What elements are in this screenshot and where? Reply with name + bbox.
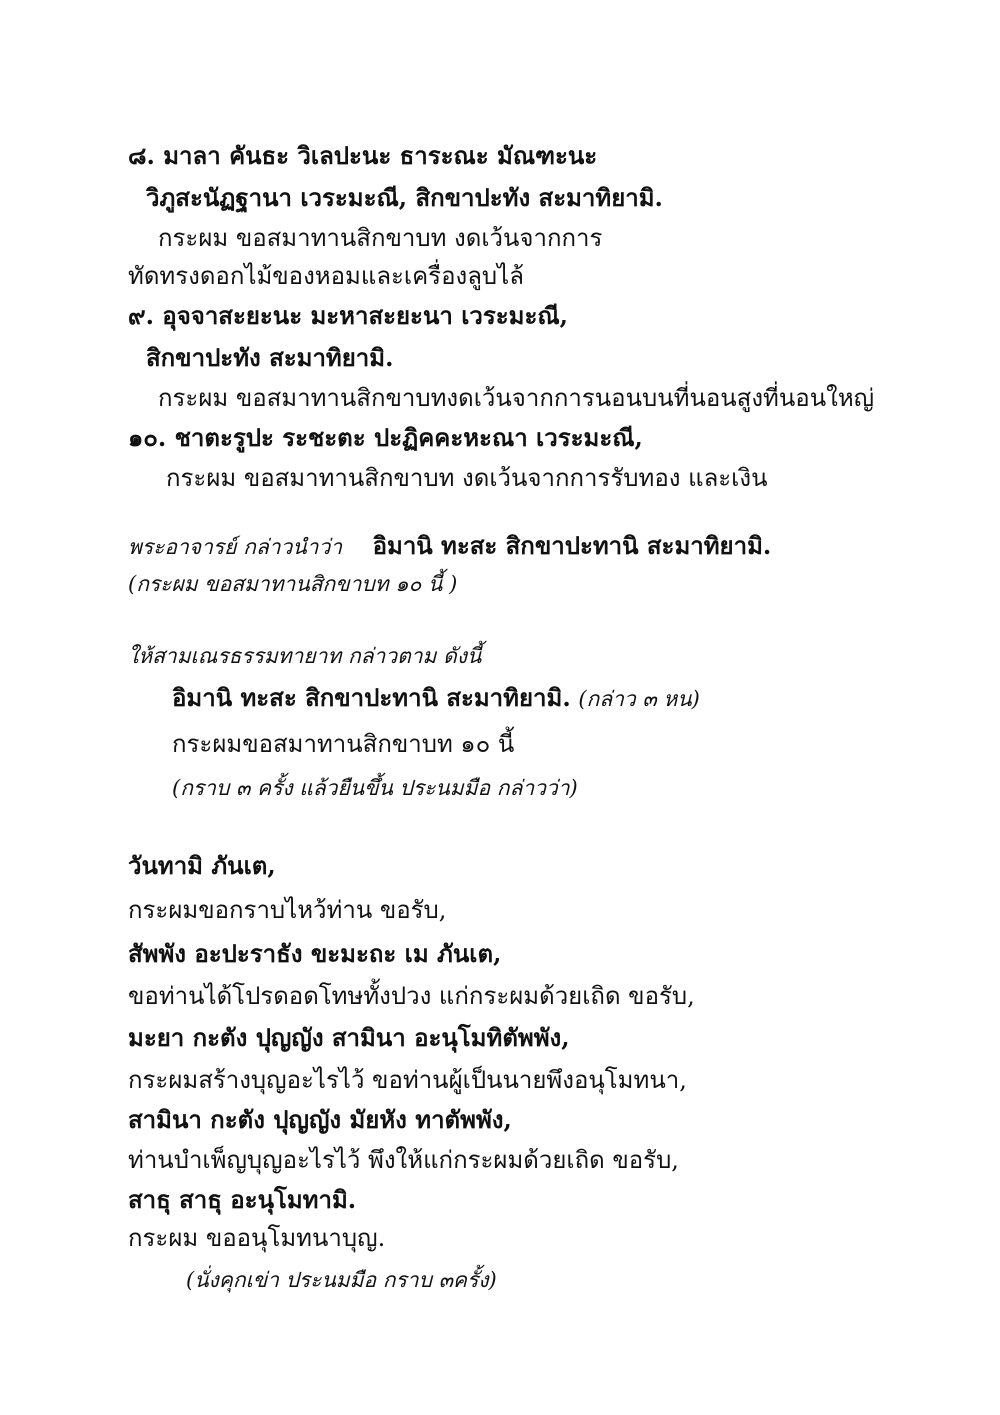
precept-8-line-2: วิภูสะนัฏฐานา เวระมะณี, สิกขาปะทัง สะมาทิยามิ. — [146, 183, 663, 212]
forgiveness-line-10: กระผม ขออนุโมทนาบุญ. — [128, 1224, 386, 1252]
novice-chant-translation: กระผมขอสมาทานสิกขาบท ๑๐ นี้ — [172, 730, 515, 758]
forgiveness-line-6: กระผมสร้างบุญอะไรไว้ ขอท่านผู้เป็นนายพึงอนุโมทนา, — [128, 1066, 687, 1094]
precept-9-line-2: สิกขาปะทัง สะมาทิยามิ. — [146, 343, 394, 372]
precept-9-translation: กระผม ขอสมาทานสิกขาบทงดเว้นจากการนอนบนที่นอนสูงที่นอนใหญ่ — [158, 384, 875, 412]
novice-instruction: (กราบ ๓ ครั้ง แล้วยืนขึ้น ประนมมือ กล่าวว่า) — [172, 776, 578, 800]
precept-10-line-1: ๑๐. ชาตะรูปะ ระชะตะ ปะฏิคคะหะณา เวระมะณี, — [128, 423, 643, 452]
precept-10-translation: กระผม ขอสมาทานสิกขาบท งดเว้นจากการรับทอง และเงิน — [166, 464, 768, 492]
forgiveness-line-1: วันทามิ ภันเต, — [128, 851, 276, 880]
forgiveness-line-9: สาธุ สาธุ อะนุโมทามิ. — [128, 1185, 357, 1214]
teacher-intro: พระอาจารย์ กล่าวนำว่า — [128, 535, 343, 559]
forgiveness-line-3: สัพพัง อะปะราธัง ขะมะถะ เม ภันเต, — [128, 939, 502, 968]
precept-8-translation-1: กระผม ขอสมาทานสิกขาบท งดเว้นจากการ — [158, 224, 603, 252]
novice-chant-line — [172, 682, 700, 715]
novice-chant-note: (กล่าว ๓ หน) — [578, 687, 700, 711]
forgiveness-line-8: ท่านบำเพ็ญบุญอะไรไว้ พึงให้แก่กระผมด้วยเถิด ขอรับ, — [128, 1146, 679, 1174]
novice-intro: ให้สามเณรธรรมทายาท กล่าวตาม ดังนี้ — [128, 644, 482, 668]
precept-9-line-1: ๙. อุจจาสะยะนะ มะหาสะยะนา เวระมะณี, — [128, 301, 568, 330]
forgiveness-line-2: กระผมขอกราบไหว้ท่าน ขอรับ, — [128, 896, 447, 924]
precept-8-line-1: ๘. มาลา คันธะ วิเลปะนะ ธาระณะ มัณฑะนะ — [128, 141, 598, 170]
forgiveness-line-7: สามินา กะตัง ปุญญัง มัยหัง ทาตัพพัง, — [128, 1105, 512, 1134]
forgiveness-line-4: ขอท่านได้โปรดอดโทษทั้งปวง แก่กระผมด้วยเถิด ขอรับ, — [128, 982, 695, 1010]
precept-8-translation-2: ทัดทรงดอกไม้ของหอมและเครื่องลูบไล้ — [128, 262, 524, 290]
teacher-chant: อิมานิ ทะสะ สิกขาปะทานิ สะมาทิยามิ. — [372, 531, 772, 560]
forgiveness-line-5: มะยา กะตัง ปุญญัง สามินา อะนุโมทิตัพพัง, — [128, 1023, 570, 1052]
novice-chant: อิมานิ ทะสะ สิกขาปะทานิ สะมาทิยามิ. — [172, 683, 571, 712]
teacher-chant-translation: (กระผม ขอสมาทานสิกขาบท ๑๐ นี้ ) — [128, 572, 458, 596]
teacher-lead-line — [128, 530, 771, 563]
final-instruction: (นั่งคุกเข่า ประนมมือ กราบ ๓ครั้ง) — [186, 1268, 497, 1292]
